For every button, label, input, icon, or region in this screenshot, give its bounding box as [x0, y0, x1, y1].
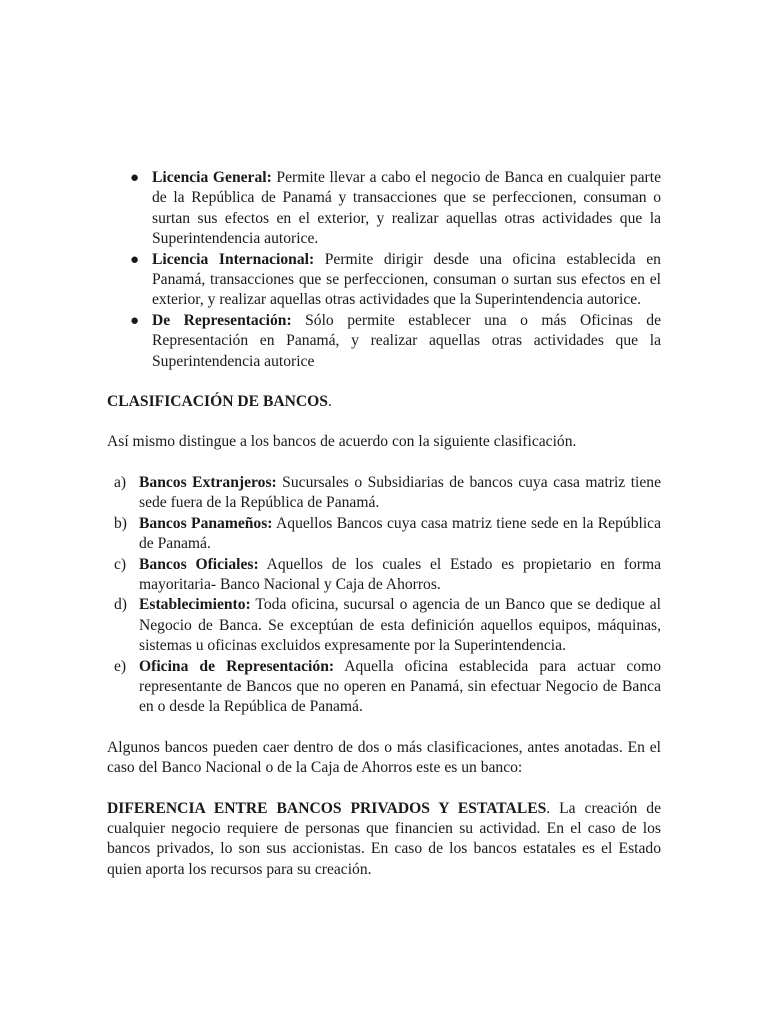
bank-type-term: Bancos Extranjeros:: [139, 473, 277, 491]
bank-type-term: Establecimiento:: [139, 596, 251, 614]
classification-heading: [107, 392, 661, 412]
list-item: [107, 514, 661, 555]
license-term: De Representación:: [152, 311, 292, 329]
classification-heading-text: CLASIFICACIÓN DE BANCOS: [107, 393, 328, 411]
bank-type-description: Toda oficina, sucursal o agencia de un Banco que se dedique al Negocio de Banca. Se exceptúan de esta definición aquellos equipos, máquinas, sistemas u oficinas excluidos expresamente por la Superintendencia.: [139, 596, 661, 655]
difference-text: . La creación de cualquier negocio requiere de personas que financien su actividad. En el caso de los bancos privados, lo son sus accionistas. En caso de los bancos estatales es el Estado quien aporta los recursos para su creación.: [107, 799, 662, 878]
bullet-icon: ●: [130, 251, 140, 268]
list-marker: b): [114, 514, 127, 532]
license-description: Sólo permite establecer una o más Oficinas de Representación en Panamá, y realizar aquellas otras actividades que la Superintendencia autorice: [152, 311, 661, 370]
list-marker: d): [114, 596, 127, 614]
document-page: [107, 168, 661, 880]
bank-type-term: Bancos Panameños:: [139, 514, 273, 532]
bank-type-term: Bancos Oficiales:: [139, 555, 259, 573]
classification-note: Algunos bancos pueden caer dentro de dos o más clasificaciones, antes anotadas. En el caso del Banco Nacional o de la Caja de Ahorros este es un banco:: [107, 738, 661, 777]
list-marker: c): [114, 555, 127, 573]
bank-type-description: Aquellos de los cuales el Estado es propietario en forma mayoritaria- Banco Nacional y Caja de Ahorros.: [139, 555, 661, 593]
bank-type-term: Oficina de Representación:: [139, 657, 335, 675]
license-list: [107, 168, 661, 372]
difference-paragraph: [107, 799, 661, 881]
list-item: [107, 595, 661, 656]
license-description: Permite llevar a cabo el negocio de Banca en cualquier parte de la República de Panamá y transacciones que se perfeccionen, consuman o surtan sus efectos en el exterior, y realizar aquellas otras actividades que la Superintendencia autorice.: [152, 169, 661, 248]
classification-intro: Así mismo distingue a los bancos de acuerdo con la siguiente clasificación.: [107, 433, 577, 451]
license-term: Licencia General:: [152, 169, 272, 186]
list-item: [107, 250, 661, 311]
bank-type-description: Aquella oficina establecida para actuar como representante de Bancos que no operen en Panamá, sin efectuar Negocio de Banca en o desde la República de Panamá.: [139, 657, 661, 716]
classification-list-wrapper: [107, 473, 661, 718]
list-marker: e): [114, 657, 127, 675]
bullet-icon: ●: [130, 170, 140, 186]
list-item: [107, 311, 661, 372]
license-description: Permite dirigir desde una oficina establecida en Panamá, transacciones que se perfeccionen, consuman o surtan sus efectos en el exterior, y realizar aquellas otras actividades que la Superintendencia autorice.: [152, 250, 661, 309]
bullet-icon: ●: [130, 312, 140, 329]
license-term: Licencia Internacional:: [152, 250, 315, 268]
classification-heading-suffix: .: [327, 393, 332, 411]
list-item: [107, 473, 661, 514]
classification-list: [107, 473, 661, 718]
list-item: [107, 657, 661, 718]
difference-heading: DIFERENCIA ENTRE BANCOS PRIVADOS Y ESTATALES: [107, 799, 547, 817]
bank-type-description: Aquellos Bancos cuya casa matriz tiene sede en la República de Panamá.: [139, 514, 661, 553]
list-item: [107, 555, 661, 596]
bank-type-description: Sucursales o Subsidiarias de bancos cuya casa matriz tiene sede fuera de la República de Panamá.: [139, 473, 661, 512]
list-marker: a): [114, 473, 127, 491]
list-item: [107, 168, 661, 250]
